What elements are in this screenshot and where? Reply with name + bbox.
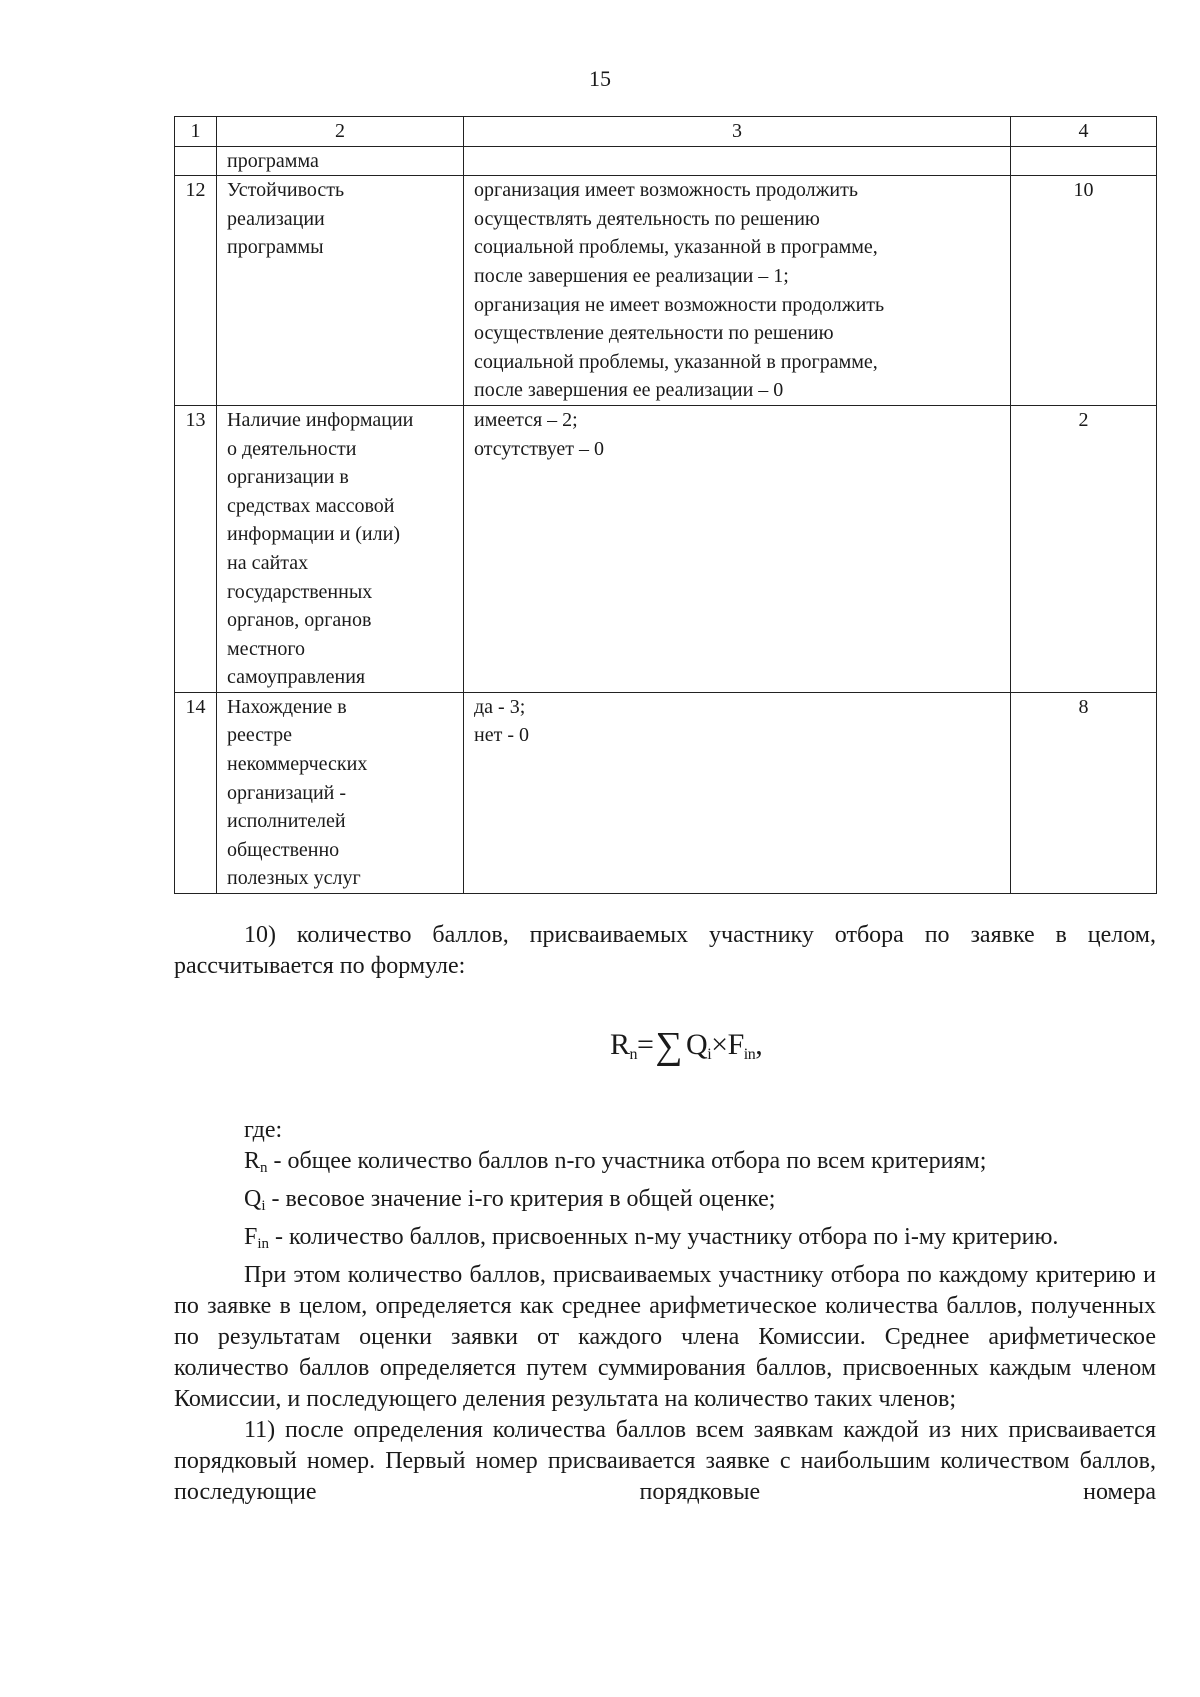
table-row [175,692,1157,893]
row-number: 12 [175,176,217,406]
scale-cell: организация имеет возможность продолжить осуществлять деятельность по решению социальной проблемы, указанной в программе, после завершения ее реализации – 1; организация не имеет возможности продолжить осуществление деятельности по решению социальной проблемы, указанной в программе, после завершения ее реализации – 0 [464,176,1011,406]
weight-cell: 8 [1011,692,1157,893]
formula-eq: = [637,1028,654,1061]
row-number: 13 [175,405,217,692]
weight-cell: 2 [1011,405,1157,692]
definition-f: $F_{in}$ - количество баллов, присвоенных n-му участнику отбора по i-му критерию. [244,1224,1059,1252]
page-number: 15 [589,66,611,91]
header-cell: 4 [1011,117,1157,147]
paragraph-11: 11) после определения количества баллов всем заявкам каждой из них присваивается порядковый номер. Первый номер присваивается заявке с наибольшим количеством баллов, последующие порядковые номера [174,1417,1156,1505]
criteria-table [174,116,1157,894]
scale-cell: да - 3; нет - 0 [464,692,1011,893]
paragraph-text: 10) количество баллов, присваиваемых участнику отбора по заявке в целом, рассчитывается по формуле: [174,922,1156,979]
formula-q: Q [686,1028,708,1061]
definition-r: $R_n$ - общее количество баллов n-го участника отбора по всем критериям; [244,1148,987,1176]
formula-tail: , [755,1028,763,1061]
table-row [175,176,1157,406]
formula-lhs-sub: n [629,1046,638,1063]
header-cell: 3 [464,117,1011,147]
formula-f-sub: in [743,1046,756,1063]
paragraph-10 [174,920,1156,982]
header-cell: 2 [217,117,464,147]
formula-lhs: R [610,1028,630,1061]
where-label: где: [244,1117,283,1143]
criterion-cell: программа [217,146,464,176]
definition-q: $Q_i$ - весовое значение i-го критерия в общей оценке; [244,1186,776,1214]
criterion-cell: Устойчивость реализации программы [217,176,464,406]
formula-q-sub: i [707,1046,712,1063]
definitions [174,1115,1156,1508]
row-number: 14 [175,692,217,893]
paragraph-average: При этом количество баллов, присваиваемых участнику отбора по каждому критерию и по заявке в целом, определяется как среднее арифметическое количества баллов, полученных по результатам оценки заявки от каждого члена Комиссии. Среднее арифметическое количество баллов определяется путем суммирования баллов, присвоенных каждым членом Комиссии, и последующего деления результата на количество таких членов; [174,1262,1156,1412]
formula-times: × [711,1028,728,1061]
formula [610,1024,762,1068]
table-row-continuation [175,146,1157,176]
table-header-row [175,117,1157,147]
weight-cell: 10 [1011,176,1157,406]
criterion-cell: Нахождение в реестре некоммерческих организаций - исполнителей общественно полезных услуг [217,692,464,893]
sigma-symbol: ∑ [655,1025,683,1067]
scale-cell: имеется – 2; отсутствует – 0 [464,405,1011,692]
criterion-cell: Наличие информации о деятельности организации в средствах массовой информации и (или) на сайтах государственных органов, органов местного самоуправления [217,405,464,692]
formula-f: F [727,1028,744,1061]
table-row [175,405,1157,692]
header-cell: 1 [175,117,217,147]
